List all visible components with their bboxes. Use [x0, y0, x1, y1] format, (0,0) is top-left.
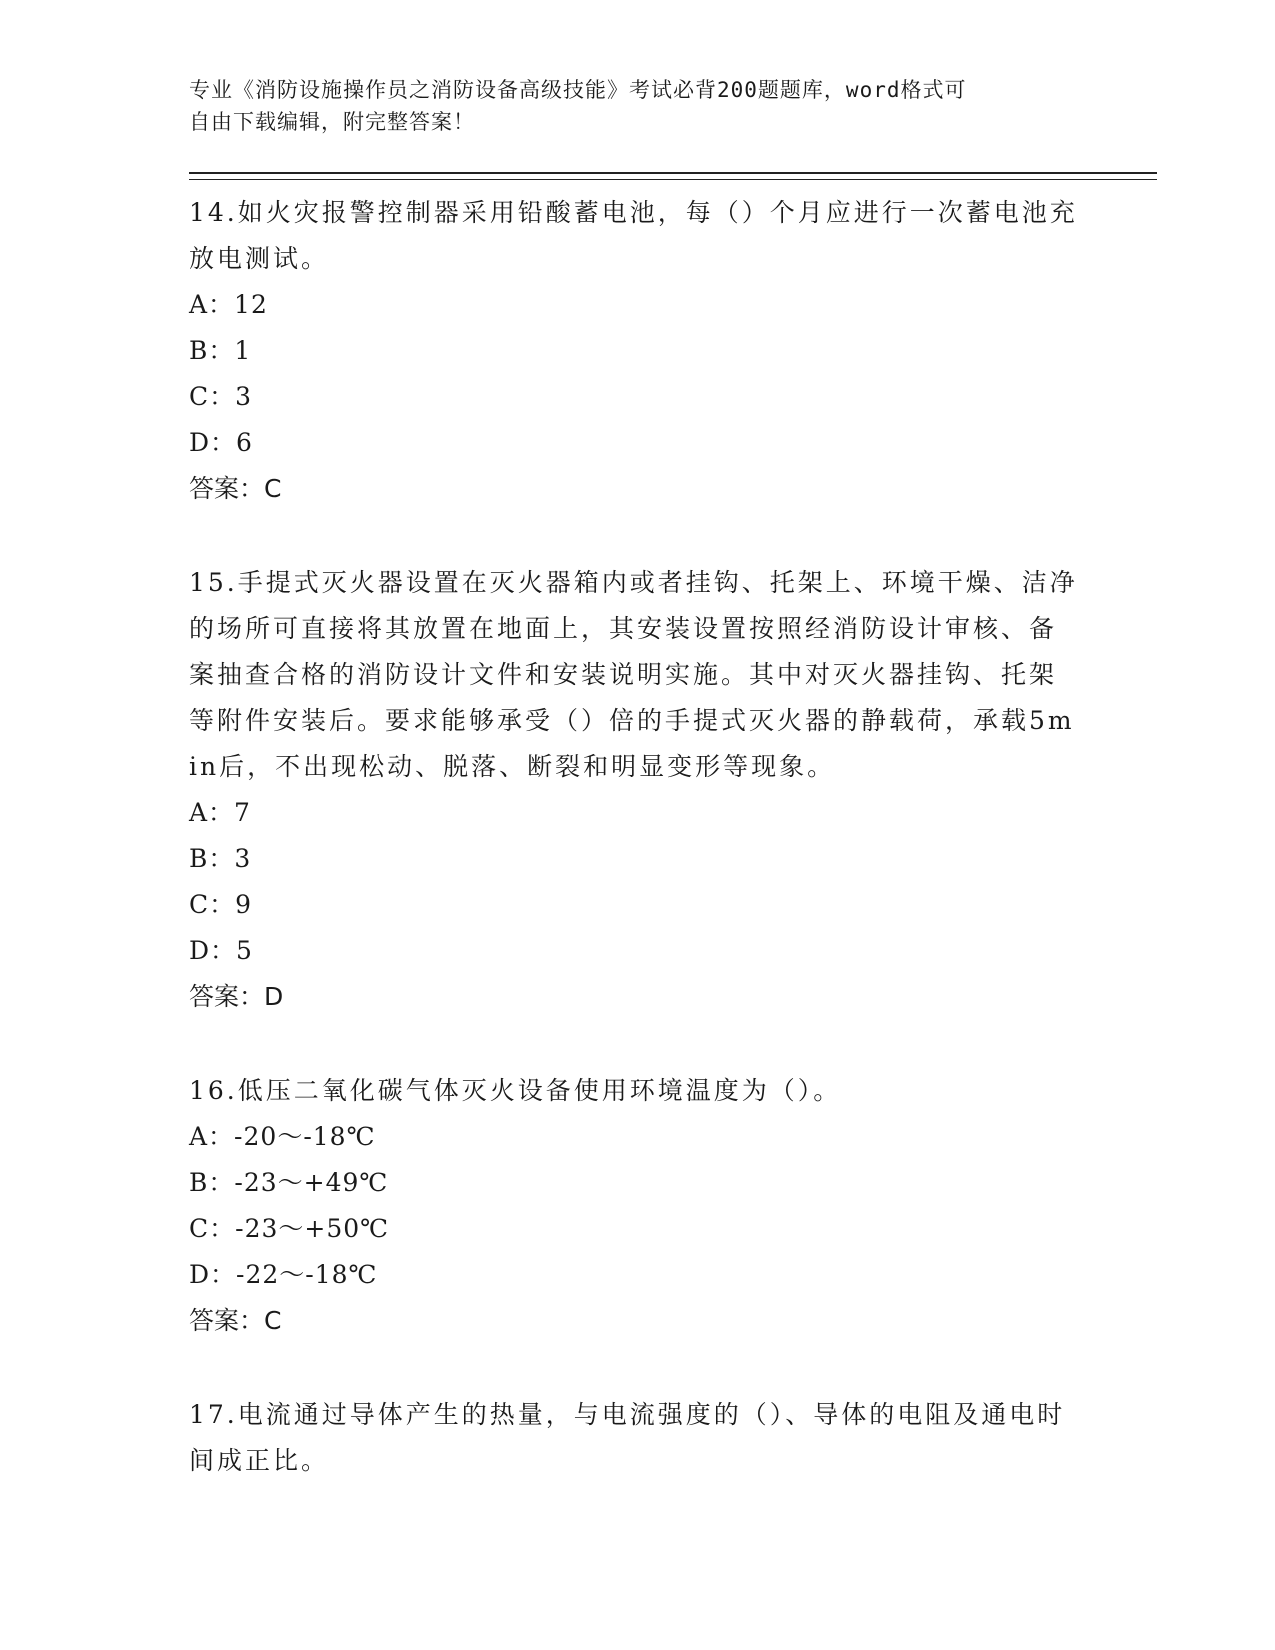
option-b: B：1 — [189, 336, 252, 365]
document-header — [189, 74, 1069, 138]
option-d: D：6 — [189, 428, 253, 457]
option-d: D：5 — [189, 936, 253, 965]
question-text: 17.电流通过导体产生的热量，与电流强度的（）、导体的电阻及通电时间成正比。 — [189, 1400, 1066, 1475]
option-b: B：3 — [189, 844, 252, 873]
answer: 答案：C — [189, 1306, 282, 1335]
answer: 答案：D — [189, 982, 284, 1011]
header-line-1: 专业《消防设施操作员之消防设备高级技能》考试必背200题题库，word格式可 — [189, 78, 967, 102]
header-line-2: 自由下载编辑，附完整答案！ — [189, 110, 475, 134]
answer: 答案：C — [189, 474, 282, 503]
question-16 — [189, 1068, 1157, 1344]
question-text: 14.如火灾报警控制器采用铅酸蓄电池，每（）个月应进行一次蓄电池充放电测试。 — [189, 198, 1078, 273]
question-text: 15.手提式灭火器设置在灭火器箱内或者挂钩、托架上、环境干燥、洁净的场所可直接将其放置在地面上，其安装设置按照经消防设计审核、备案抽查合格的消防设计文件和安装说明实施。其中对灭火器挂钩、托架等附件安装后。要求能够承受（）倍的手提式灭火器的静载荷，承载5min后，不出现松动、脱落、断裂和明显变形等现象。 — [189, 568, 1078, 781]
document-page — [189, 74, 1157, 1484]
question-14 — [189, 190, 1157, 512]
option-a: A：7 — [189, 798, 251, 827]
header-divider — [189, 172, 1157, 180]
option-d: D：-22～-18℃ — [189, 1260, 378, 1289]
option-b: B：-23～+49℃ — [189, 1168, 389, 1197]
option-c: C：3 — [189, 382, 253, 411]
option-c: C：9 — [189, 890, 253, 919]
question-text: 16.低压二氧化碳气体灭火设备使用环境温度为（）。 — [189, 1076, 842, 1105]
option-a: A：12 — [189, 290, 268, 319]
option-a: A：-20～-18℃ — [189, 1122, 376, 1151]
option-c: C：-23～+50℃ — [189, 1214, 390, 1243]
question-15 — [189, 560, 1157, 1020]
question-17 — [189, 1392, 1157, 1484]
